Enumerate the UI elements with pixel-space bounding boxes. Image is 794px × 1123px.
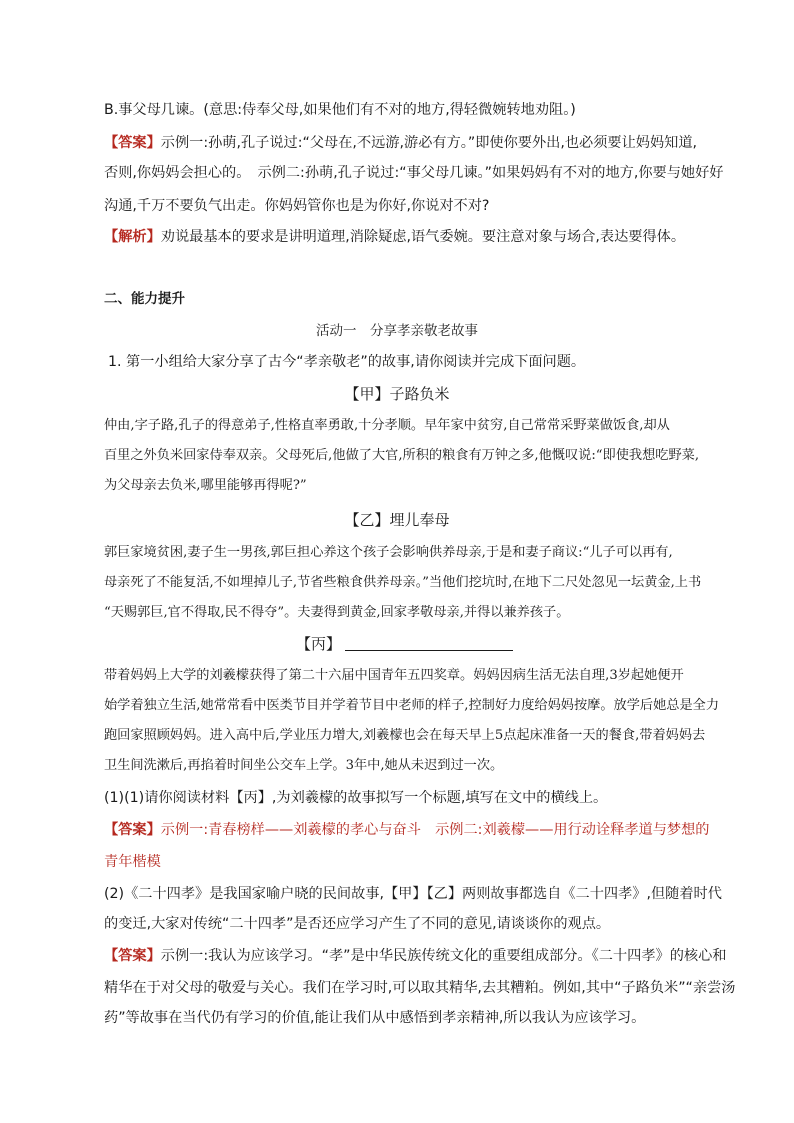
analysis-line: [104, 227, 685, 247]
answer-label: 【答案】: [104, 948, 161, 964]
passage-jia-title: 【甲】子路负米: [344, 385, 450, 403]
passage-jia-line-3: 为父母亲去负米,哪里能够再得呢?”: [104, 478, 307, 493]
sub-question-2-line-2: 的变迁,大家对传统“二十四孝”是否还应学习产生了不同的意见,请谈谈你的观点。: [104, 916, 611, 932]
answer-text: 示例一:我认为应该学习。“孝”是中华民族传统文化的重要组成部分。《二十四孝》的核心和: [160, 948, 727, 964]
answer-text: 示例一:孙萌,孔子说过:“父母在,不远游,游必有方。”即使你要外出,也必须要让妈妈知道,: [160, 135, 698, 151]
answer-1-line-3: 沟通,千万不要负气出走。你妈妈管你也是为你好,你说对不对?: [104, 198, 490, 214]
passage-yi-line-3: “天赐郭巨,官不得取,民不得夺”。夫妻得到黄金,回家孝敬母亲,并得以兼养孩子。: [104, 605, 570, 620]
answer-1-line-2: 否则,你妈妈会担心的。 示例二:孙萌,孔子说过:“事父母几谏。”如果妈妈有不对的地方,你要与她好好: [104, 165, 724, 181]
passage-bing-line-2: 始学着独立生活,她常常看中医类节目并学着节目中老师的样子,控制好力度给妈妈按摩。放学后她总是全力: [104, 698, 720, 713]
answer-label: 【答案】: [104, 822, 161, 838]
passage-yi-line-2: 母亲死了不能复活,不如埋掉儿子,节省些粮食供养母亲。”当他们挖坑时,在地下二尺处忽见一坛黄金,上书: [104, 575, 702, 590]
answer-label: 【答案】: [104, 135, 161, 151]
answer-3-line-2: 精华在于对父母的敬爱与关心。我们在学习时,可以取其精华,去其糟粕。例如,其中“子路负米”“亲尝汤: [104, 980, 736, 996]
analysis-text: 劝说最基本的要求是讲明道理,消除疑虑,语气委婉。要注意对象与场合,表达要得体。: [160, 229, 686, 245]
passage-bing-line-1: 带着妈妈上大学的刘羲檬获得了第二十六届中国青年五四奖章。妈妈因病生活无法自理,3岁起她便开: [104, 668, 684, 683]
passage-bing-label: 【丙】: [296, 635, 342, 653]
answer-3-line-3: 药”等故事在当代仍有学习的价值,能让我们从中感悟到孝亲精神,所以我认为应该学习。: [104, 1010, 646, 1026]
answer-3-line-1: [104, 946, 726, 966]
analysis-label: 【解析】: [104, 229, 161, 245]
passage-yi-line-1: 郭巨家境贫困,妻子生一男孩,郭巨担心养这个孩子会影响供养母亲,于是和妻子商议:“儿子可以再有,: [104, 545, 673, 560]
passage-bing-line-4: 卫生间洗漱后,再掐着时间坐公交车上学。3年中,她从未迟到过一次。: [104, 758, 504, 773]
passage-jia-line-2: 百里之外负米回家侍奉双亲。父母死后,他做了大官,所积的粮食有万钟之多,他慨叹说:“即使我想吃野菜,: [104, 448, 700, 463]
answer-text: 示例一:青春榜样——刘羲檬的孝心与奋斗 示例二:刘羲檬——用行动诠释孝道与梦想的: [160, 822, 710, 838]
answer-2-line-2: 青年楷模: [104, 854, 161, 870]
passage-bing-line-3: 跑回家照顾妈妈。进入高中后,学业压力增大,刘羲檬也会在每天早上5点起床准备一天的餐食,带着妈妈去: [104, 728, 706, 743]
section-heading: 二、能力提升: [104, 291, 185, 307]
answer-1-line-1: [104, 133, 697, 153]
passage-bing-title: [296, 634, 513, 654]
passage-jia-line-1: 仲由,字子路,孔子的得意弟子,性格直率勇敢,十分孝顺。早年家中贫穷,自己常常采野菜做饭食,却从: [104, 418, 670, 433]
question-1: 1. 第一小组给大家分享了古今“孝亲敬老”的故事,请你阅读并完成下面问题。: [108, 354, 586, 370]
passage-yi-title: 【乙】埋儿奉母: [344, 511, 450, 529]
option-b-text: B.事父母几谏。(意思:侍奉父母,如果他们有不对的地方,得轻微婉转地劝阻。): [104, 102, 576, 118]
answer-2-line-1: [104, 820, 709, 840]
activity-title: 活动一 分享孝亲敬老故事: [316, 323, 478, 339]
sub-question-2-line-1: (2)《二十四孝》是我国家喻户晓的民间故事,【甲】【乙】两则故事都选自《二十四孝》,但随着时代: [104, 886, 722, 902]
sub-question-1: (1)(1)请你阅读材料【丙】,为刘羲檬的故事拟写一个标题,填写在文中的横线上。: [104, 790, 608, 806]
title-blank-line: [345, 636, 513, 651]
